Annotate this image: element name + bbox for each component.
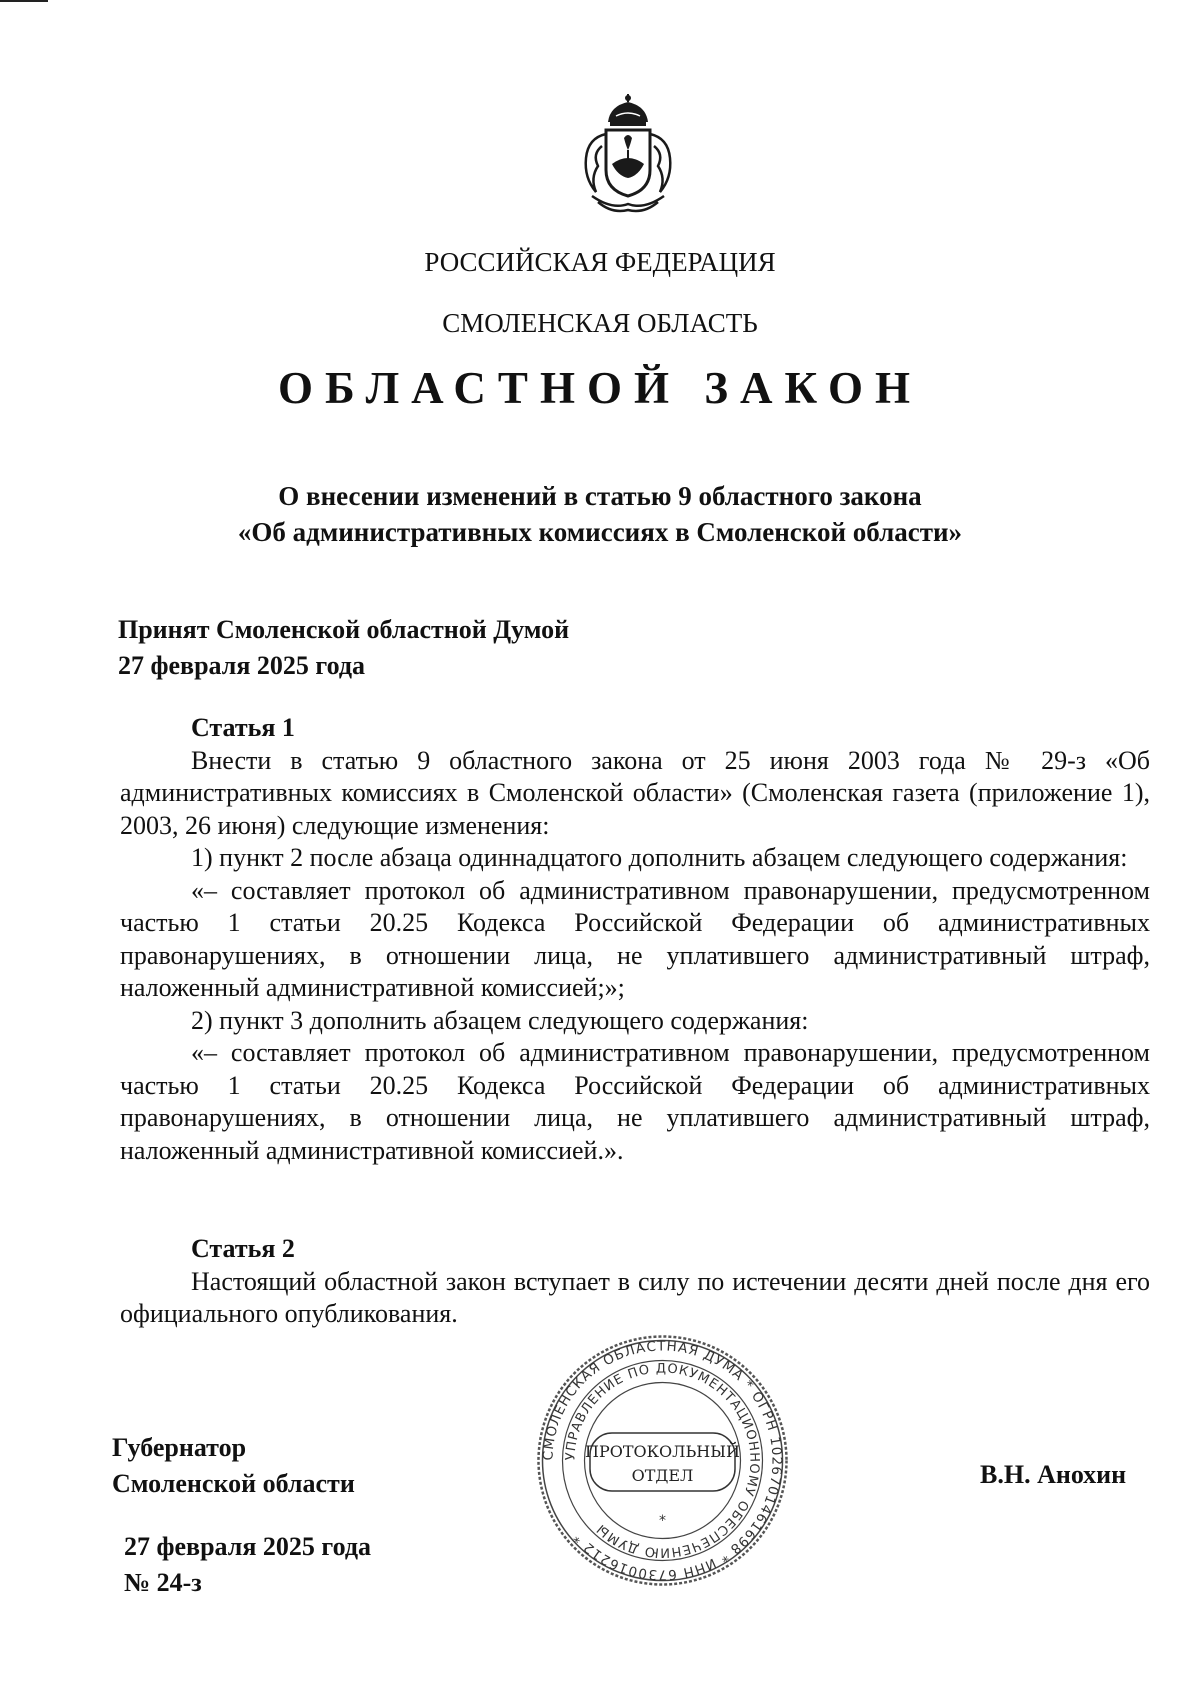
document-type-title: ОБЛАСТНОЙ ЗАКОН [278, 363, 922, 413]
crown-icon [608, 94, 648, 126]
seal-inner-ring-text: УПРАВЛЕНИЕ ПО ДОКУМЕНТАЦИОННОМУ ОБЕСПЕЧЕНИЮ ДУМЫ [563, 1361, 762, 1560]
adoption-date: 27 февраля 2025 года [118, 651, 365, 680]
coat-of-arms-emblem [572, 92, 684, 216]
seal-star-icon: * [659, 1513, 666, 1529]
region-heading: СМОЛЕНСКАЯ ОБЛАСТЬ [442, 308, 758, 338]
country-heading: РОССИЙСКАЯ ФЕДЕРАЦИЯ [424, 247, 776, 277]
scan-frame-mark [0, 0, 48, 2]
law-subject-line-1: О внесении изменений в статью 9 областного закона [278, 481, 922, 511]
signing-details [124, 1529, 371, 1601]
official-seal [535, 1333, 790, 1588]
law-subject-line-2: «Об административных комиссиях в Смоленской области» [237, 517, 963, 547]
article-1-heading: Статья 1 [191, 713, 295, 742]
article-2 [120, 1233, 1150, 1331]
governor-title [112, 1430, 355, 1502]
shield-icon [606, 130, 650, 196]
adoption-body: Принят Смоленской областной Думой [118, 615, 570, 644]
article-1-item-1-intro: 1) пункт 2 после абзаца одиннадцатого дополнить абзацем следующего содержания: [191, 843, 1128, 872]
governor-title-line-2: Смоленской области [112, 1469, 355, 1498]
seal-center-line-1: ПРОТОКОЛЬНЫЙ [585, 1442, 740, 1461]
law-number: № 24-з [124, 1568, 202, 1597]
law-subject [160, 478, 1040, 550]
article-2-heading: Статья 2 [191, 1234, 295, 1263]
article-1 [120, 712, 1150, 1167]
seal-center-line-2: ОТДЕЛ [631, 1466, 694, 1485]
article-1-intro: Внести в статью 9 областного закона от 25 июня 2003 года № 29-з «Об административных комиссиях в Смоленской области» (Смоленская газета (приложение 1), 2003, 26 июня) следующие изменения: [120, 745, 1150, 840]
article-2-text: Настоящий областной закон вступает в силу по истечении десяти дней после дня его официального опубликования. [120, 1266, 1150, 1328]
article-1-item-1-text: «– составляет протокол об административном правонарушении, предусмотренном частью 1 статьи 20.25 Кодекса Российской Федерации об административных правонарушениях, в отношении лица, не уплатившего административный штраф, наложенный административной комиссией;»; [120, 875, 1150, 1002]
governor-name: В.Н. Анохин [980, 1460, 1127, 1489]
adoption-note [118, 612, 569, 684]
signing-date: 27 февраля 2025 года [124, 1532, 371, 1561]
article-1-item-2-intro: 2) пункт 3 дополнить абзацем следующего содержания: [191, 1005, 809, 1035]
seal-outer-ring-text: СМОЛЕНСКАЯ ОБЛАСТНАЯ ДУМА * ОГРН 1026701461698 * ИНН 6730016212 * [540, 1338, 785, 1583]
governor-title-line-1: Губернатор [112, 1433, 247, 1462]
article-1-item-2-text: «– составляет протокол об административном правонарушении, предусмотренном частью 1 статьи 20.25 Кодекса Российской Федерации об административных правонарушениях, в отношении лица, не уплатившего административный штраф, наложенный административной комиссией.». [120, 1038, 1150, 1165]
